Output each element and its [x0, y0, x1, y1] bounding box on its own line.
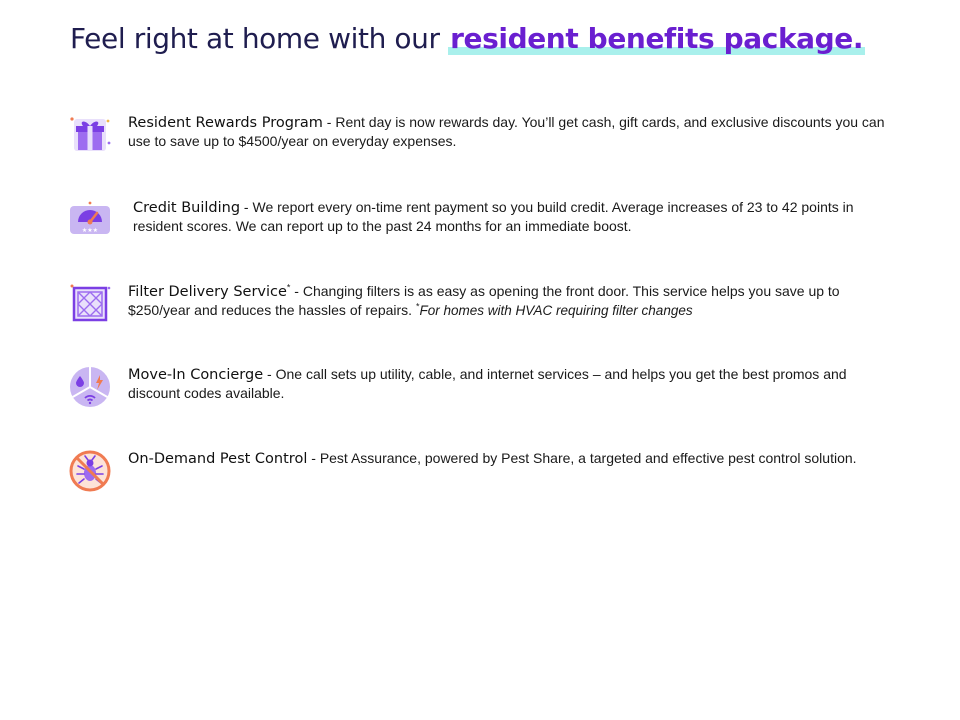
benefit-resident-rewards [68, 113, 898, 161]
benefit-credit-building [68, 198, 898, 246]
benefit-separator: - [263, 366, 276, 382]
benefit-separator: - [307, 450, 320, 466]
benefit-title-footnote-mark: * [286, 282, 291, 293]
benefit-description: Changing filters is as easy as opening the front door. This service helps you save up to $250/year and reduces the hassles of repairs. [128, 283, 840, 318]
benefit-description: We report every on-time rent payment so you build credit. Average increases of 23 to 42 points in resident scores. We can report up to the past 24 months for an immediate boost. [133, 199, 854, 234]
benefit-title: Filter Delivery Service [128, 284, 287, 300]
svg-text:★★★: ★★★ [81, 227, 99, 234]
benefit-filter-delivery [68, 282, 898, 330]
benefit-title: On-Demand Pest Control [128, 451, 308, 467]
benefit-description: Pest Assurance, powered by Pest Share, a targeted and effective pest control solution. [319, 450, 857, 466]
benefit-description: One call sets up utility, cable, and internet services – and helps you get the best promos and discount codes available. [128, 366, 847, 401]
utilities-icon [68, 365, 112, 409]
benefit-text [128, 113, 898, 150]
benefit-title: Move-In Concierge [128, 367, 264, 383]
page-headline [70, 22, 865, 55]
benefit-description: Rent day is now rewards day. You’ll get cash, gift cards, and exclusive discounts you can use to save up to $4500/year on everyday expenses. [128, 114, 885, 149]
benefit-separator: - [290, 283, 303, 299]
benefit-text [128, 449, 898, 468]
credit-gauge-icon [68, 198, 112, 242]
benefit-title: Resident Rewards Program [128, 115, 323, 131]
benefit-separator: - [322, 114, 336, 130]
benefit-text [128, 282, 898, 320]
headline-highlight: resident benefits package. [450, 22, 864, 55]
benefit-text [133, 198, 903, 235]
benefit-note: For homes with HVAC requiring filter changes [419, 303, 693, 318]
headline-lead: Feel right at home with our [70, 22, 449, 55]
benefit-separator: - [240, 199, 253, 215]
no-bugs-icon [68, 449, 112, 493]
benefit-note-mark: * [415, 301, 420, 312]
benefit-title: Credit Building [133, 200, 241, 216]
benefit-text [128, 365, 898, 402]
benefit-pest-control [68, 449, 898, 497]
benefit-move-in-concierge [68, 365, 898, 413]
air-filter-icon [68, 282, 112, 326]
gift-icon [68, 113, 112, 157]
